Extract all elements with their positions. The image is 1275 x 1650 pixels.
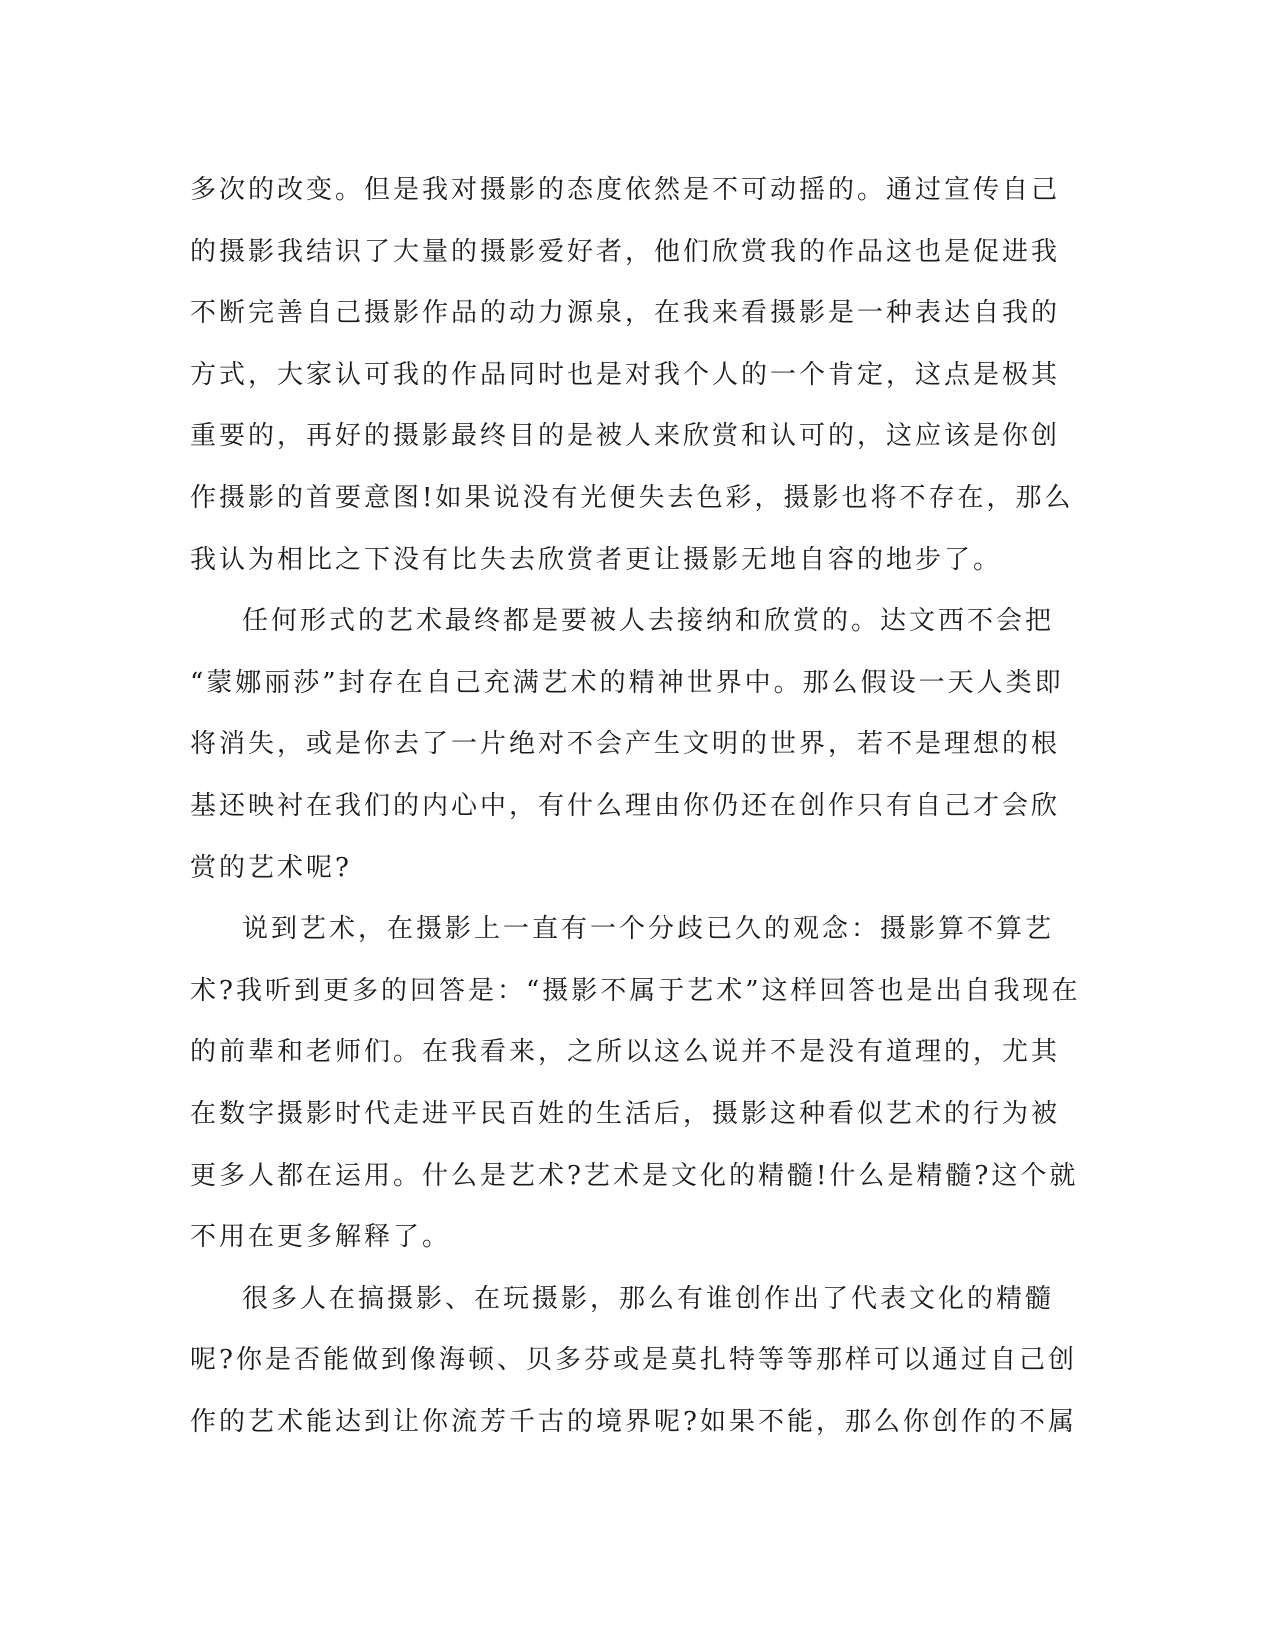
paragraph [190, 899, 1090, 1269]
body-text [190, 160, 1090, 1453]
text-line: 更多人都在运用。什么是艺术?艺术是文化的精髓!什么是精髓?这个就 [190, 1160, 1079, 1191]
text-line: 不用在更多解释了。 [190, 1222, 452, 1253]
paragraph [190, 1269, 1090, 1454]
text-line: 呢?你是否能做到像海顿、贝多芬或是莫扎特等等那样可以通过自己创 [190, 1345, 1077, 1376]
text-line: 术?我听到更多的回答是：“摄影不属于艺术”这样回答也是出自我现在 [190, 975, 1081, 1006]
paragraph [190, 591, 1090, 899]
text-line: 方式，大家认可我的作品同时也是对我个人的一个肯定，这点是极其 [190, 359, 1061, 390]
text-line: 很多人在搞摄影、在玩摄影，那么有谁创作出了代表文化的精髓 [242, 1283, 1055, 1314]
paragraph [190, 160, 1090, 591]
text-line: 不断完善自己摄影作品的动力源泉，在我来看摄影是一种表达自我的 [190, 298, 1061, 329]
text-line: 说到艺术，在摄影上一直有一个分歧已久的观念：摄影算不算艺 [242, 914, 1055, 945]
text-line: “蒙娜丽莎”封存在自己充满艺术的精神世界中。那么假设一天人类即 [190, 667, 1064, 698]
text-line: 作摄影的首要意图!如果说没有光便失去色彩，摄影也将不存在，那么 [190, 482, 1074, 513]
text-line: 多次的改变。但是我对摄影的态度依然是不可动摇的。通过宣传自己 [190, 175, 1061, 205]
text-line: 重要的，再好的摄影最终目的是被人来欣赏和认可的，这应该是你创 [190, 421, 1061, 452]
text-line: 将消失，或是你去了一片绝对不会产生文明的世界，若不是理想的根 [190, 729, 1061, 760]
text-line: 基还映衬在我们的内心中，有什么理由你仍还在创作只有自己才会欣 [190, 790, 1061, 821]
text-line: 任何形式的艺术最终都是要被人去接纳和欣赏的。达文西不会把 [242, 606, 1055, 637]
text-line: 赏的艺术呢? [190, 852, 352, 883]
text-line: 的前辈和老师们。在我看来，之所以这么说并不是没有道理的，尤其 [190, 1037, 1061, 1068]
text-line: 在数字摄影时代走进平民百姓的生活后，摄影这种看似艺术的行为被 [190, 1098, 1061, 1129]
text-line: 的摄影我结识了大量的摄影爱好者，他们欣赏我的作品这也是促进我 [190, 236, 1061, 267]
text-line: 我认为相比之下没有比失去欣赏者更让摄影无地自容的地步了。 [190, 544, 1003, 575]
text-line: 作的艺术能达到让你流芳千古的境界呢?如果不能，那么你创作的不属 [190, 1406, 1077, 1437]
